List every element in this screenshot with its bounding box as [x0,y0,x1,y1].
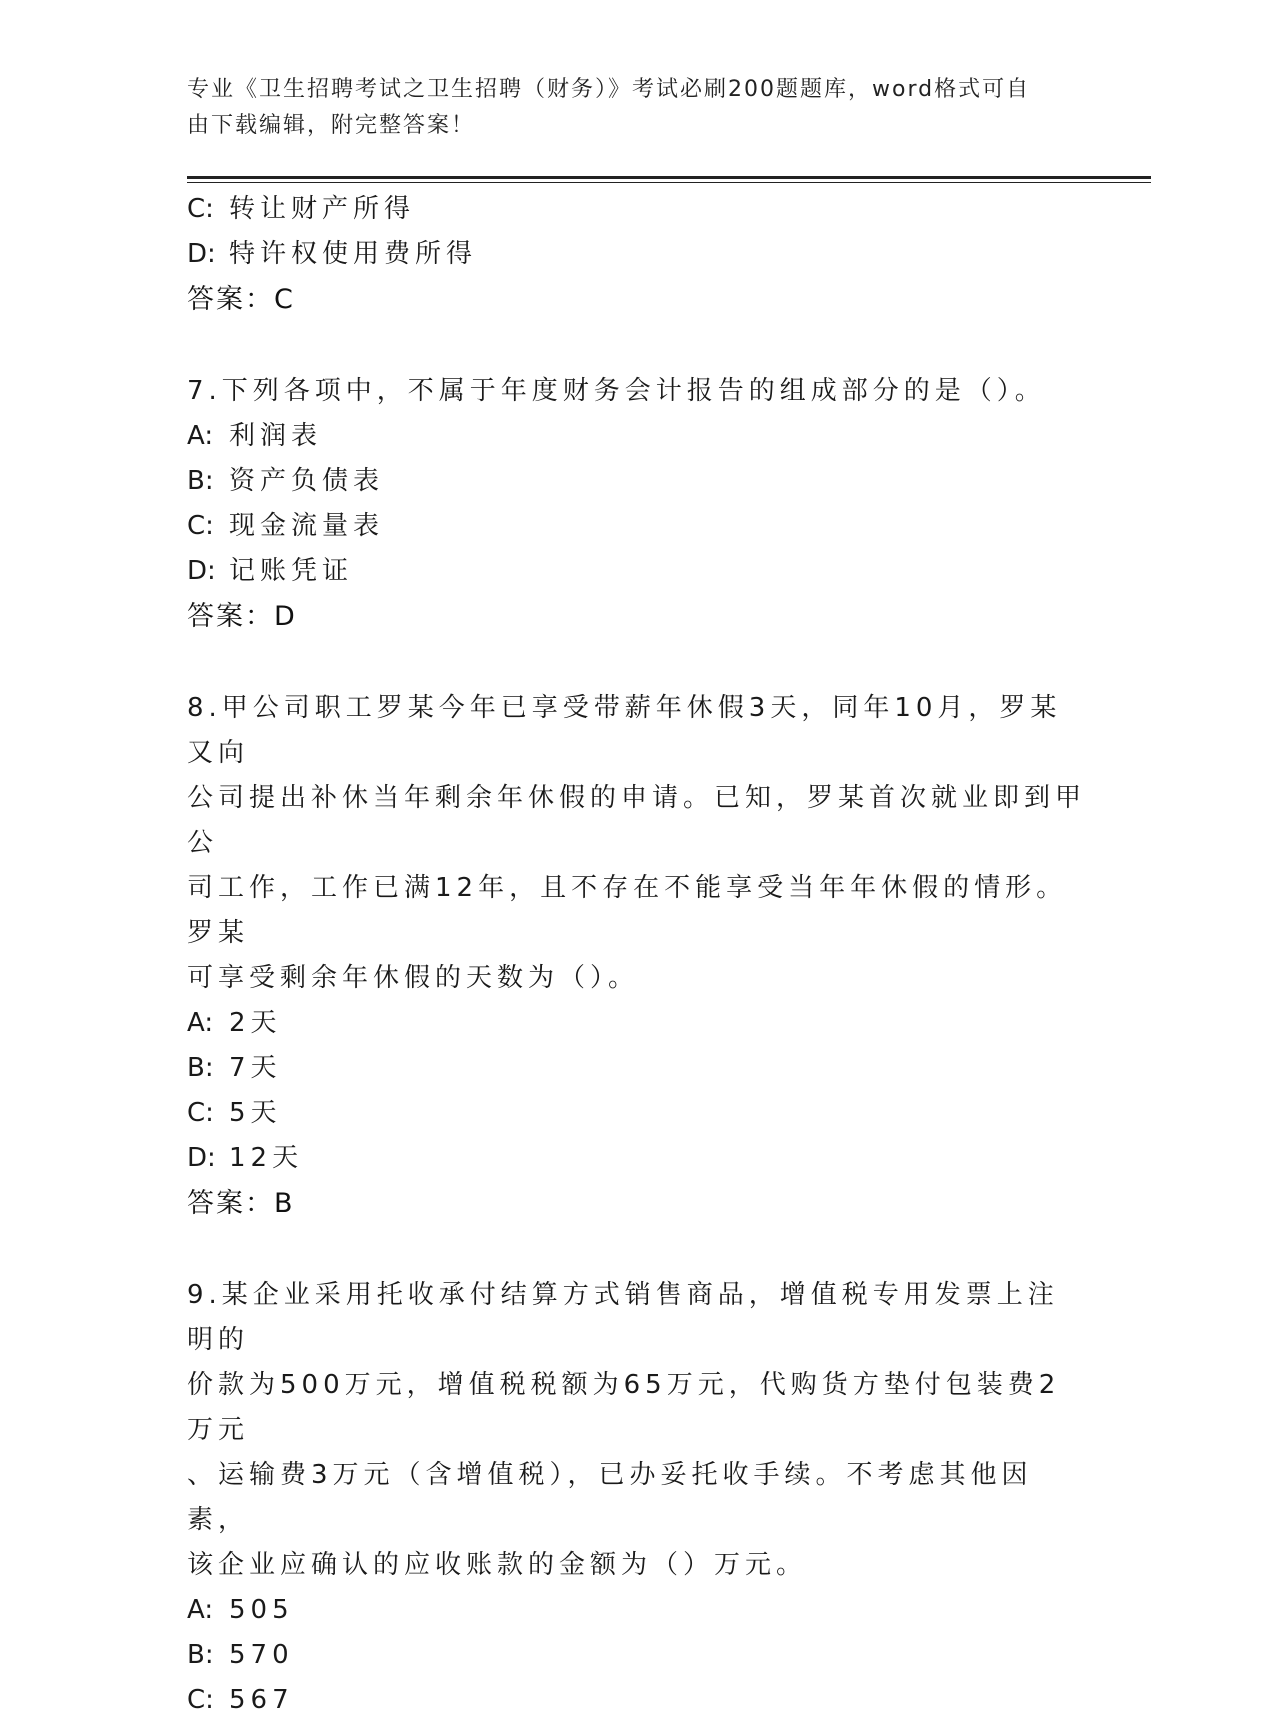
option-d [187,232,1087,277]
option-key: C: [187,511,214,541]
option-text: 记账凭证 [229,556,354,586]
option-key: C: [187,1098,214,1128]
option-key: D: [187,239,216,269]
option-text: 567 [229,1685,294,1715]
answer-line: 答案：B [187,1188,295,1219]
question-spacer [187,322,1087,369]
option-key: D: [187,556,216,586]
question-text-line: 司工作，工作已满12年，且不存在不能享受当年年休假的情形。罗某 [187,873,1068,948]
document-header [187,72,1067,144]
option-text: 转让财产所得 [229,194,416,224]
option-key: C: [187,1685,214,1715]
option-text: 资产负债表 [229,466,385,496]
question-7 [187,369,1087,639]
option-text: 12天 [229,1143,304,1173]
option-text: 570 [229,1640,294,1670]
question-spacer [187,1226,1087,1273]
option-key: A: [187,1008,214,1038]
option-key: B: [187,1640,214,1670]
question-text-line: 8.甲公司职工罗某今年已享受带薪年休假3天，同年10月，罗某又向 [187,693,1062,768]
header-title-line-2: 由下载编辑，附完整答案！ [187,113,476,138]
answer-line: 答案：C [187,284,295,315]
option-key: A: [187,1595,214,1625]
option-text: 现金流量表 [229,511,385,541]
option-b [187,459,1087,504]
header-title-line-1: 专业《卫生招聘考试之卫生招聘（财务）》考试必刷200题题库，word格式可自 [187,77,1031,102]
question-6-tail [187,187,1087,322]
option-a [187,1001,1087,1046]
question-text-line: 该企业应确认的应收账款的金额为（）万元。 [187,1550,808,1580]
question-list [187,187,1087,1723]
option-text: 5天 [229,1098,282,1128]
header-divider-thin [187,182,1151,183]
option-b [187,1633,1087,1678]
option-key: A: [187,421,214,451]
option-key: D: [187,1143,216,1173]
answer-line: 答案：D [187,601,297,632]
option-c [187,504,1087,549]
question-text-line: 可享受剩余年休假的天数为（）。 [187,963,640,993]
option-key: B: [187,1053,214,1083]
option-text: 利润表 [229,421,323,451]
option-a [187,414,1087,459]
header-divider-thick [187,176,1151,179]
question-text-line: 9.某企业采用托收承付结算方式销售商品，增值税专用发票上注明的 [187,1280,1059,1355]
option-d [187,1136,1087,1181]
option-c [187,1091,1087,1136]
question-8 [187,686,1087,1226]
option-text: 特许权使用费所得 [229,239,478,269]
option-b [187,1046,1087,1091]
option-text: 505 [229,1595,294,1625]
option-text: 7天 [229,1053,282,1083]
option-c [187,187,1087,232]
option-a [187,1588,1087,1633]
question-text-line: 、运输费3万元（含增值税），已办妥托收手续。不考虑其他因素， [187,1460,1033,1535]
question-text-line: 7.下列各项中，不属于年度财务会计报告的组成部分的是（）。 [187,376,1046,406]
option-c [187,1678,1087,1723]
option-key: C: [187,194,214,224]
question-text-line: 价款为500万元，增值税税额为65万元，代购货方垫付包装费2万元 [187,1370,1061,1445]
question-spacer [187,639,1087,686]
option-key: B: [187,466,214,496]
option-text: 2天 [229,1008,282,1038]
question-text-line: 公司提出补休当年剩余年休假的申请。已知，罗某首次就业即到甲公 [187,783,1087,858]
question-9 [187,1273,1087,1723]
option-d [187,549,1087,594]
